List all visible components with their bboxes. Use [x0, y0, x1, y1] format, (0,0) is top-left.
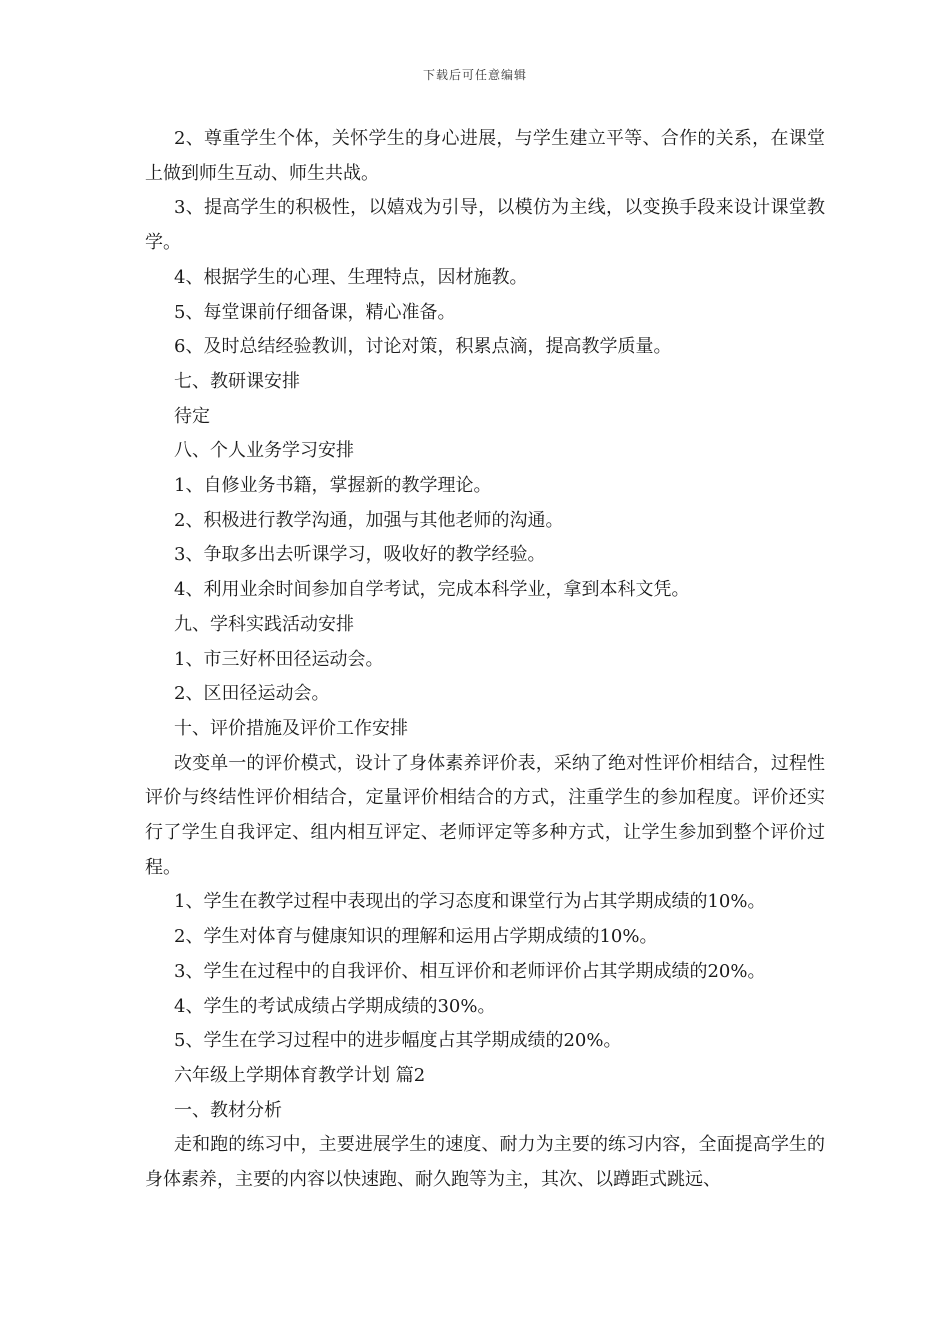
paragraph: 2、学生对体育与健康知识的理解和运用占学期成绩的10%。 — [174, 926, 658, 948]
section-heading: 十、评价措施及评价工作安排 — [174, 717, 408, 739]
page-header: 下载后可任意编辑 — [422, 68, 527, 82]
paragraph: 待定 — [174, 405, 210, 427]
paragraph: 6、及时总结经验教训，讨论对策，积累点滴，提高教学质量。 — [174, 336, 672, 358]
section-heading: 七、教研课安排 — [174, 370, 300, 392]
section-heading: 八、个人业务学习安排 — [174, 440, 354, 462]
paragraph: 4、利用业余时间参加自学考试，完成本科学业，拿到本科文凭。 — [174, 579, 690, 601]
paragraph: 3、提高学生的积极性，以嬉戏为引导，以模仿为主线，以变换手段来设计课堂教学。 — [145, 197, 825, 254]
paragraph: 2、区田径运动会。 — [174, 683, 330, 705]
paragraph: 改变单一的评价模式，设计了身体素养评价表，采纳了绝对性评价相结合，过程性评价与终结性评价相结合，定量评价相结合的方式，注重学生的参加程度。评价还实行了学生自我评定、组内相互评定、老师评定等多种方式，让学生参加到整个评价过程。 — [145, 752, 825, 878]
paragraph: 1、市三好杯田径运动会。 — [174, 648, 384, 670]
paragraph: 5、学生在学习过程中的进步幅度占其学期成绩的20%。 — [174, 1030, 622, 1052]
paragraph: 5、每堂课前仔细备课，精心准备。 — [174, 301, 456, 323]
paragraph: 1、学生在教学过程中表现出的学习态度和课堂行为占其学期成绩的10%。 — [174, 891, 766, 913]
paragraph: 3、学生在过程中的自我评价、相互评价和老师评价占其学期成绩的20%。 — [174, 960, 766, 982]
paragraph: 4、根据学生的心理、生理特点，因材施教。 — [174, 266, 528, 288]
section-heading: 一、教材分析 — [174, 1099, 282, 1121]
paragraph: 3、争取多出去听课学习，吸收好的教学经验。 — [174, 544, 546, 566]
document-title: 六年级上学期体育教学计划 篇2 — [174, 1064, 426, 1086]
paragraph: 2、尊重学生个体，关怀学生的身心进展，与学生建立平等、合作的关系，在课堂上做到师生互动、师生共战。 — [145, 128, 825, 184]
paragraph: 2、积极进行教学沟通，加强与其他老师的沟通。 — [174, 509, 564, 531]
paragraph: 1、自修业务书籍，掌握新的教学理论。 — [174, 475, 492, 497]
section-heading: 九、学科实践活动安排 — [174, 613, 354, 635]
paragraph: 走和跑的练习中，主要进展学生的速度、耐力为主要的练习内容，全面提高学生的身体素养，主要的内容以快速跑、耐久跑等为主，其次、以蹲距式跳远、 — [145, 1134, 825, 1191]
paragraph: 4、学生的考试成绩占学期成绩的30%。 — [174, 995, 496, 1017]
document-body — [145, 122, 825, 1198]
